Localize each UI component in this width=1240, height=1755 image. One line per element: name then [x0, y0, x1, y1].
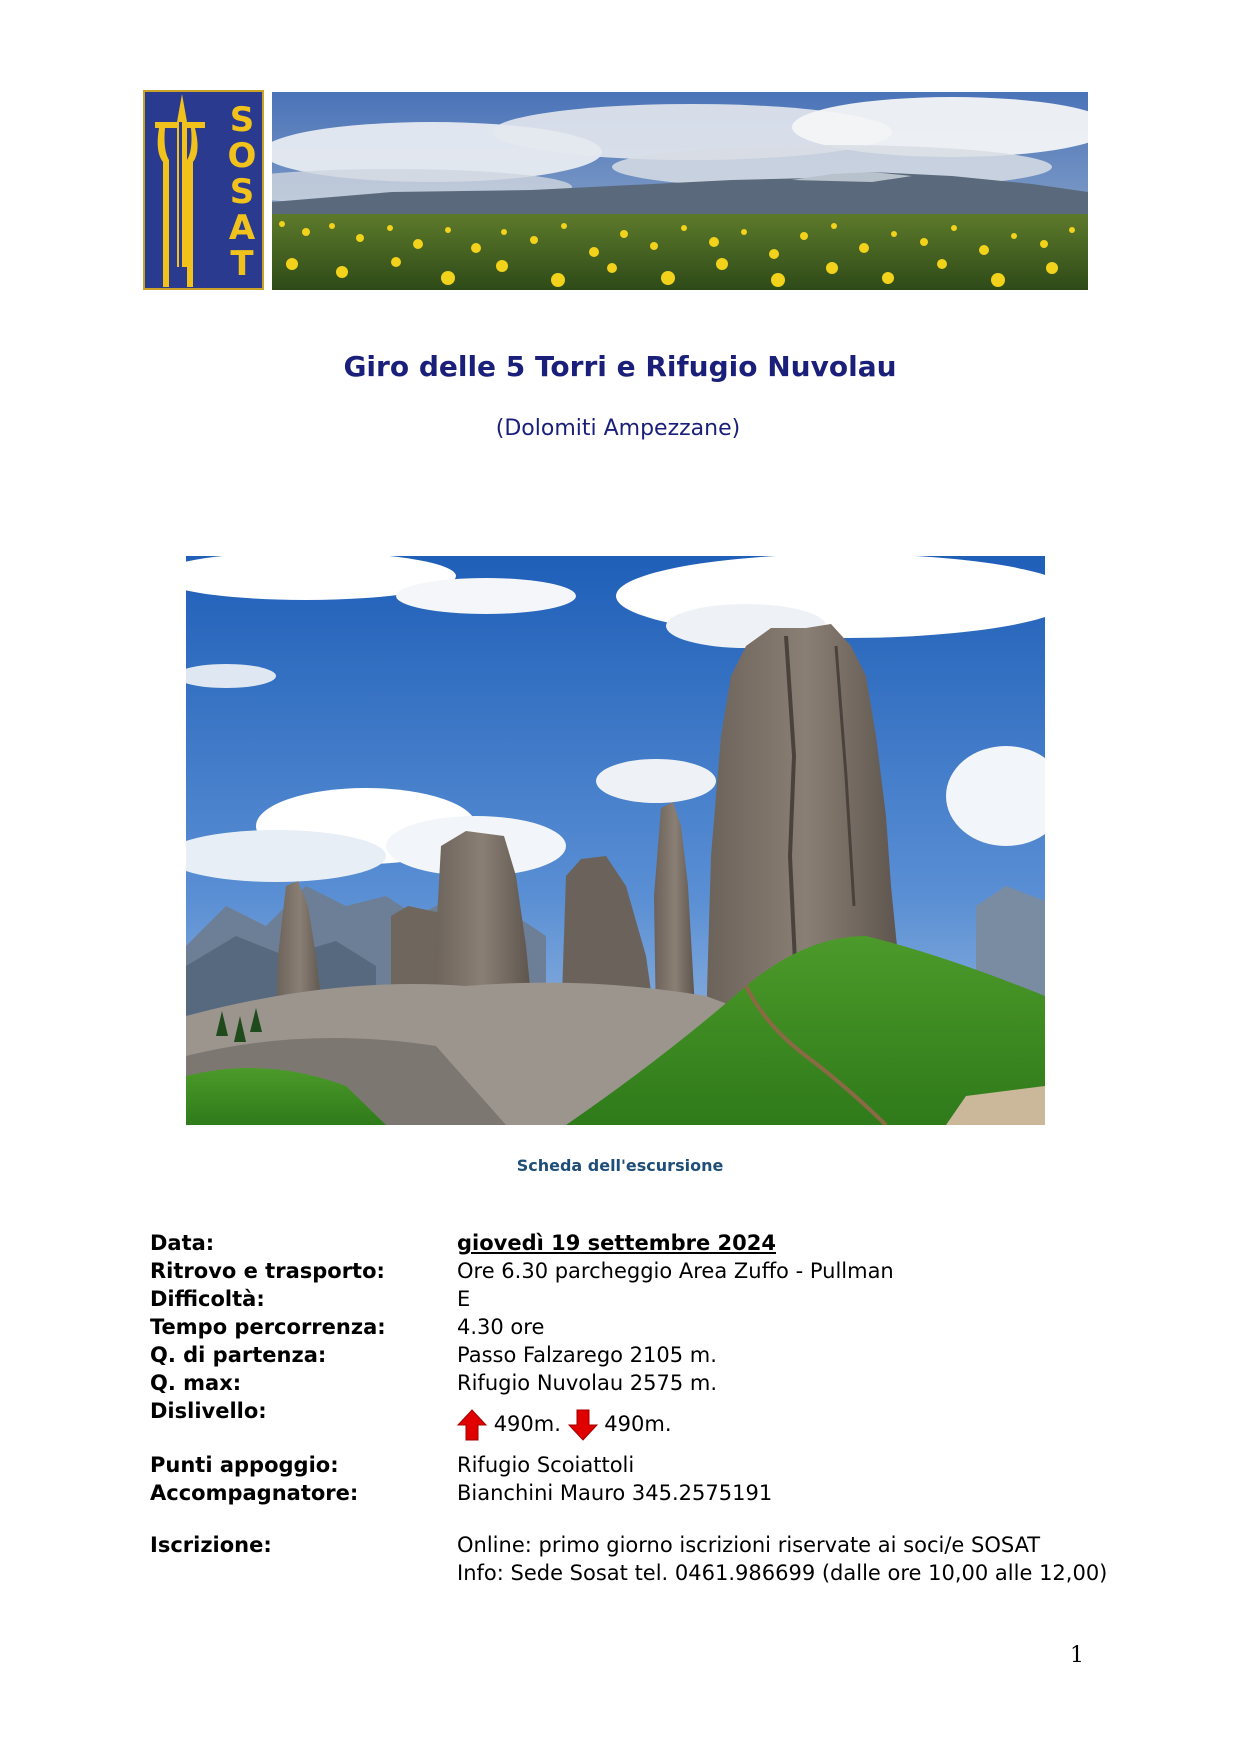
detail-row-ritrovo — [150, 1257, 1150, 1285]
detail-value: Rifugio Scoiattoli — [457, 1453, 635, 1477]
descent-value: 490m. — [604, 1412, 672, 1436]
detail-label: Tempo percorrenza: — [150, 1315, 386, 1339]
arrow-up-icon — [457, 1409, 487, 1441]
excursion-details — [150, 1229, 1150, 1587]
sosat-logo — [143, 90, 264, 290]
detail-value — [457, 1397, 1150, 1441]
header-banner-image — [272, 92, 1088, 290]
detail-row-tempo — [150, 1313, 1150, 1341]
detail-label: Iscrizione: — [150, 1533, 272, 1557]
page-number: 1 — [1070, 1643, 1084, 1668]
detail-value — [457, 1531, 1150, 1587]
detail-value: Ore 6.30 parcheggio Area Zuffo - Pullman — [457, 1259, 894, 1283]
detail-row-difficolta — [150, 1285, 1150, 1313]
detail-row-iscrizione — [150, 1531, 1150, 1587]
detail-row-appoggio — [150, 1451, 1150, 1479]
detail-label: Data: — [150, 1231, 215, 1255]
detail-label: Dislivello: — [150, 1399, 267, 1423]
page-subtitle: (Dolomiti Ampezzane) — [495, 416, 741, 441]
detail-label: Q. di partenza: — [150, 1343, 327, 1367]
ascent-value: 490m. — [493, 1412, 561, 1436]
mountain-photo — [186, 556, 1045, 1125]
detail-value: Bianchini Mauro 345.2575191 — [457, 1481, 773, 1505]
detail-row-dislivello — [150, 1397, 1150, 1441]
arrow-down-icon — [568, 1409, 598, 1441]
detail-label: Ritrovo e trasporto: — [150, 1259, 385, 1283]
detail-row-partenza — [150, 1341, 1150, 1369]
detail-value: E — [457, 1287, 471, 1311]
detail-label: Accompagnatore: — [150, 1481, 359, 1505]
detail-row-max — [150, 1369, 1150, 1397]
photo-caption: Scheda dell'escursione — [516, 1156, 724, 1175]
detail-row-data — [150, 1229, 1150, 1257]
detail-row-accompagnatore — [150, 1479, 1150, 1507]
date-value: giovedì 19 settembre 2024 — [457, 1231, 776, 1255]
detail-label: Q. max: — [150, 1371, 242, 1395]
detail-label: Punti appoggio: — [150, 1453, 339, 1477]
detail-label: Difficoltà: — [150, 1287, 265, 1311]
sword-icon — [145, 92, 205, 290]
page-title: Giro delle 5 Torri e Rifugio Nuvolau — [343, 350, 897, 383]
detail-value: Passo Falzarego 2105 m. — [457, 1343, 717, 1367]
detail-value: 4.30 ore — [457, 1315, 545, 1339]
registration-online: Online: primo giorno iscrizioni riservate ai soci/e SOSAT — [457, 1533, 1041, 1557]
detail-value: Rifugio Nuvolau 2575 m. — [457, 1371, 718, 1395]
logo-text: S O S A T — [227, 100, 257, 284]
registration-info: Info: Sede Sosat tel. 0461.986699 (dalle ore 10,00 alle 12,00) — [457, 1561, 1108, 1585]
